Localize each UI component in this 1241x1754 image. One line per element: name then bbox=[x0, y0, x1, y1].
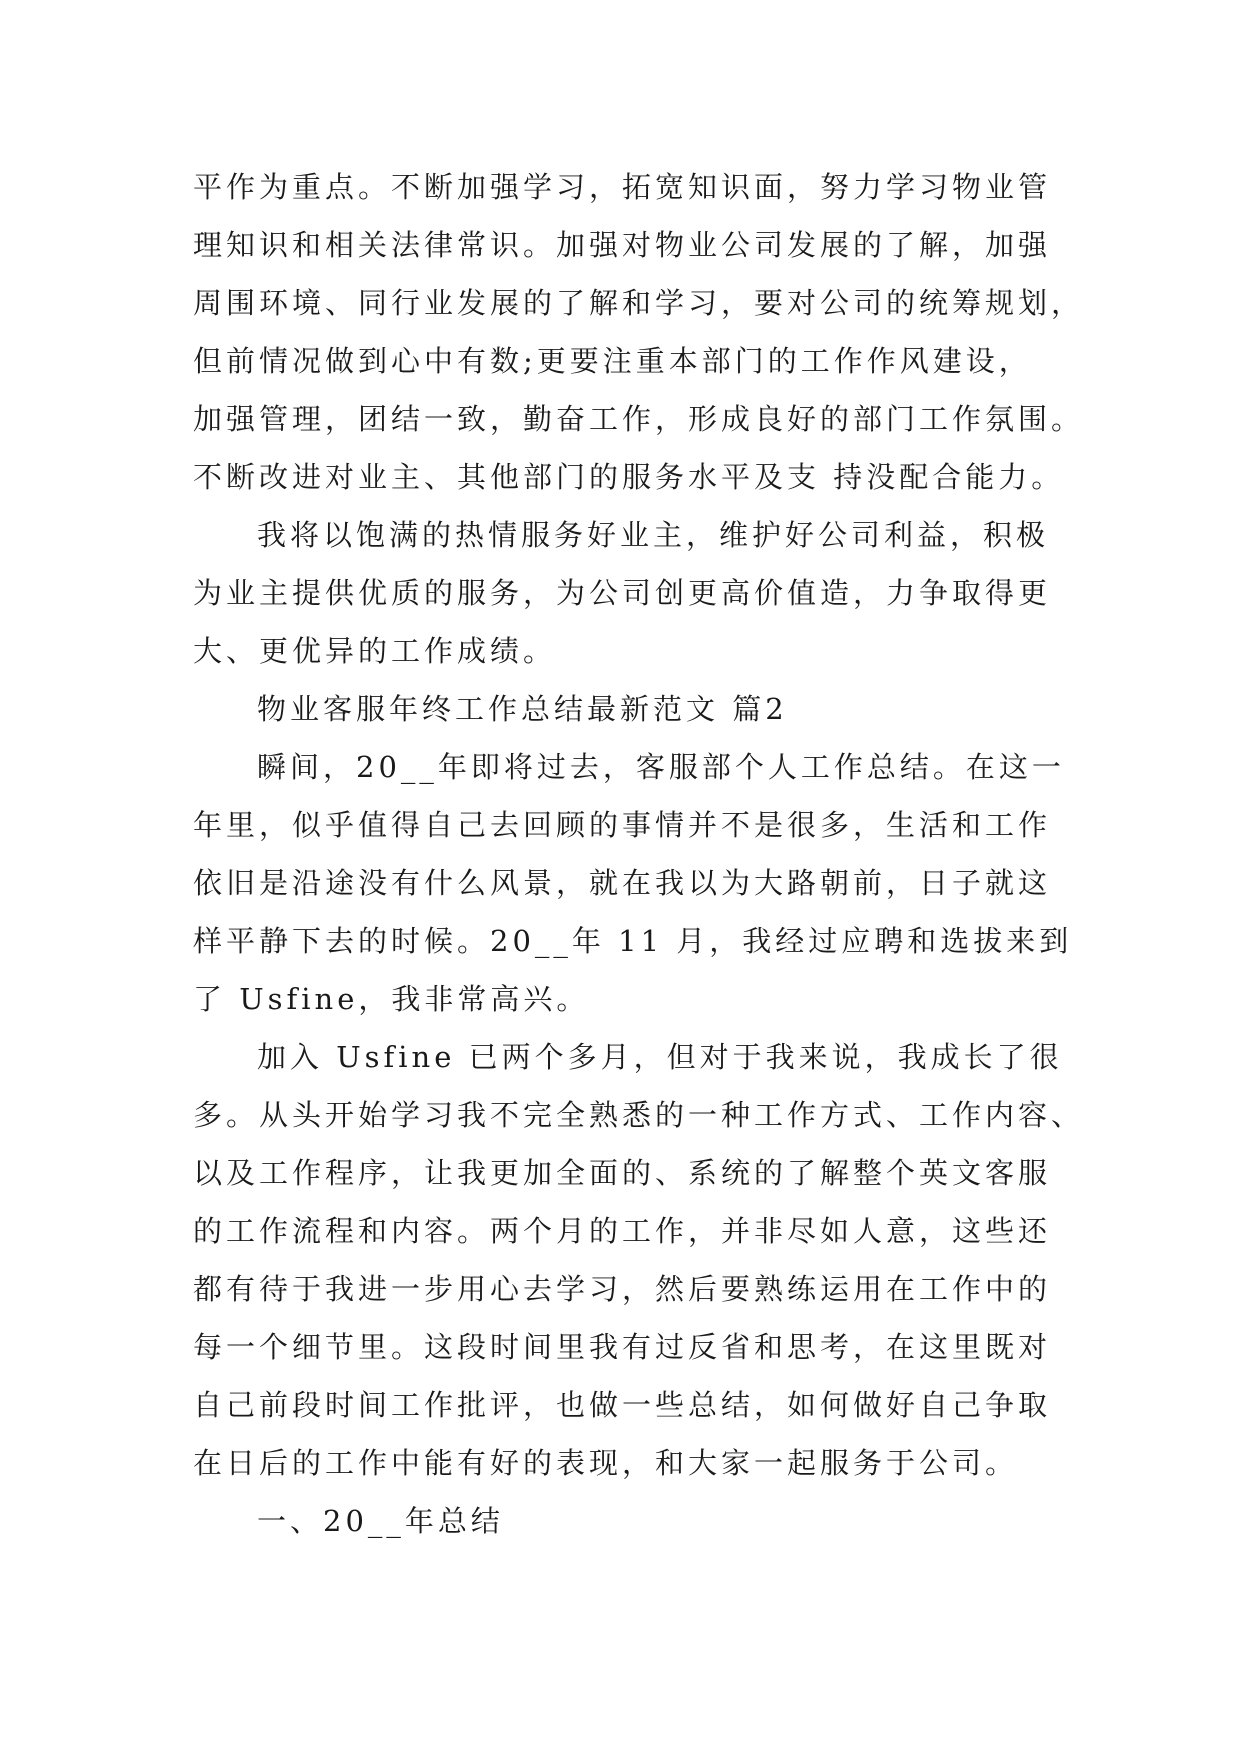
text-line: 每一个细节里。这段时间里我有过反省和思考，在这里既对 bbox=[193, 1330, 1052, 1364]
text-line: 自己前段时间工作批评，也做一些总结，如何做好自己争取 bbox=[193, 1388, 1052, 1422]
text-line: 年里，似乎值得自己去回顾的事情并不是很多，生活和工作 bbox=[193, 808, 1052, 842]
paragraph-start-line: 加入 Usfine 已两个多月，但对于我来说，我成长了很 bbox=[257, 1040, 1063, 1074]
text-line: 以及工作程序，让我更加全面的、系统的了解整个英文客服 bbox=[193, 1156, 1052, 1190]
text-line: 的工作流程和内容。两个月的工作，并非尽如人意，这些还 bbox=[193, 1214, 1052, 1248]
text-line: 了 Usfine，我非常高兴。 bbox=[193, 982, 590, 1016]
subsection-heading: 一、20__年总结 bbox=[257, 1504, 504, 1538]
paragraph-start-line: 我将以饱满的热情服务好业主，维护好公司利益，积极 bbox=[257, 518, 1050, 552]
text-line: 但前情况做到心中有数;更要注重本部门的工作作风建设， bbox=[193, 344, 1032, 378]
text-line: 在日后的工作中能有好的表现，和大家一起服务于公司。 bbox=[193, 1446, 1019, 1480]
text-line: 周围环境、同行业发展的了解和学习，要对公司的统筹规划， bbox=[193, 286, 1085, 320]
paragraph-start-line: 瞬间，20__年即将过去，客服部个人工作总结。在这一 bbox=[257, 750, 1065, 784]
text-line: 不断改进对业主、其他部门的服务水平及支 持没配合能力。 bbox=[193, 460, 1065, 494]
text-line: 大、更优异的工作成绩。 bbox=[193, 634, 557, 668]
text-line: 都有待于我进一步用心去学习，然后要熟练运用在工作中的 bbox=[193, 1272, 1052, 1306]
section-heading: 物业客服年终工作总结最新范文 篇2 bbox=[257, 692, 788, 726]
text-line: 理知识和相关法律常识。加强对物业公司发展的了解，加强 bbox=[193, 228, 1052, 262]
text-line: 依旧是沿途没有什么风景，就在我以为大路朝前，日子就这 bbox=[193, 866, 1052, 900]
text-line: 多。从头开始学习我不完全熟悉的一种工作方式、工作内容、 bbox=[193, 1098, 1085, 1132]
text-line: 为业主提供优质的服务，为公司创更高价值造，力争取得更 bbox=[193, 576, 1052, 610]
text-line: 加强管理，团结一致，勤奋工作，形成良好的部门工作氛围。 bbox=[193, 402, 1085, 436]
document-body bbox=[193, 158, 1085, 1550]
text-line: 样平静下去的时候。20__年 11 月，我经过应聘和选拔来到 bbox=[193, 924, 1073, 958]
text-line: 平作为重点。不断加强学习，拓宽知识面，努力学习物业管 bbox=[193, 170, 1052, 204]
